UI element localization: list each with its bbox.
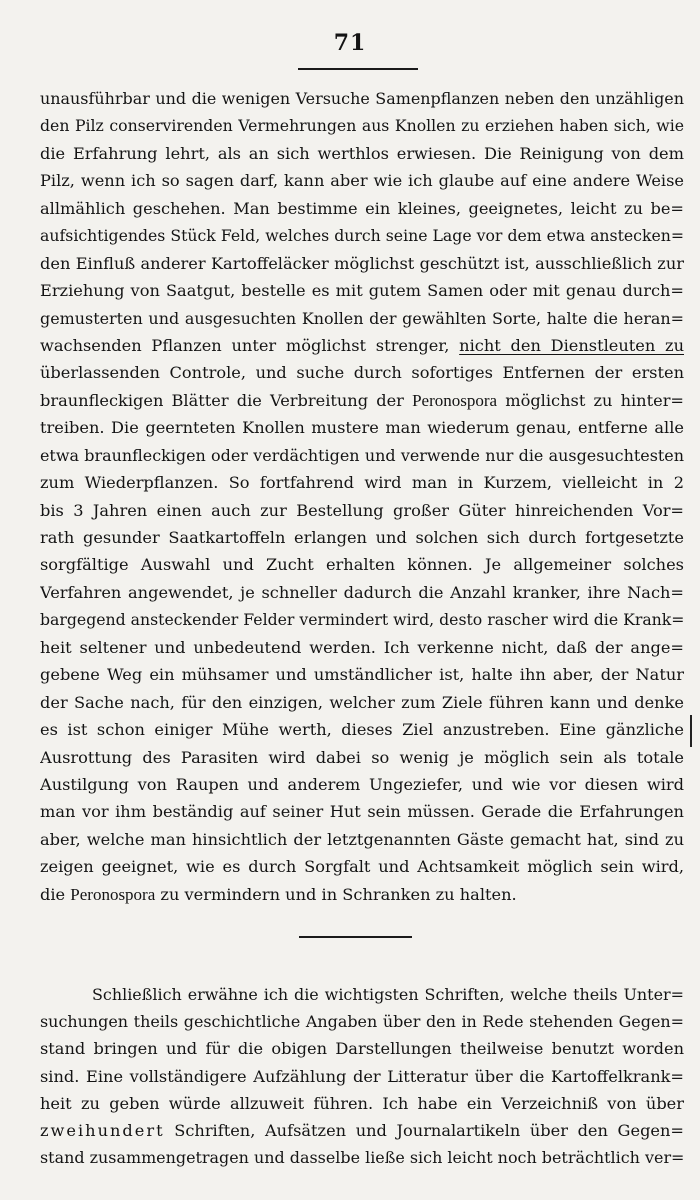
text-line: gebene Weg ein mühsamer und umständlicher ist, halte ihn aber, der Natur	[40, 665, 684, 685]
text-line: den Pilz conservirenden Vermehrungen aus Knollen zu erziehen haben sich, wie	[40, 116, 684, 136]
text-line: sind. Eine vollständigere Aufzählung der Litteratur über die Kartoffelkrank=	[40, 1066, 684, 1086]
text-line: Ausrottung des Parasiten wird dabei so wenig je möglich sein als totale	[40, 747, 684, 767]
term-peronospora: Peronospora	[70, 884, 156, 904]
term-peronospora: Peronospora	[412, 390, 498, 410]
paragraph-2	[40, 981, 684, 1171]
line-text: die	[40, 884, 66, 904]
text-line: suchungen theils geschichtliche Angaben über den in Rede stehenden Gegen=	[40, 1012, 684, 1032]
paragraph-1	[40, 85, 684, 908]
text-line	[40, 332, 684, 359]
text-line	[40, 387, 684, 414]
text-line: treiben. Die geernteten Knollen mustere man wiederum genau, entferne alle	[40, 418, 684, 438]
page-number: 71	[333, 30, 367, 56]
text-line: Verfahren angewendet, je schneller dadurch die Anzahl kranker, ihre Nach=	[40, 582, 684, 602]
text-line: etwa braunfleckigen oder verdächtigen und verwende nur die ausgesuchtesten	[40, 445, 684, 465]
text-line: überlassenden Controle, und suche durch sofortiges Entfernen der ersten	[40, 363, 684, 383]
text-line: bis 3 Jahren einen auch zur Bestellung großer Güter hinreichenden Vor=	[40, 500, 684, 520]
line-text: Schriften, Aufsätzen und Journalartikeln über den Gegen=	[174, 1120, 684, 1140]
line-text: braunfleckigen Blätter die Verbreitung der	[40, 390, 404, 410]
underlined-phrase: nicht den Dienstleuten zu	[459, 335, 684, 355]
text-line: heit seltener und unbedeutend werden. Ich verkenne nicht, daß der ange=	[40, 637, 684, 657]
line-text: möglichst zu hinter=	[505, 390, 684, 410]
spaced-word: zweihundert	[40, 1120, 165, 1140]
line-text: es ist schon einiger Mühe werth, dieses Ziel anzustreben.	[40, 720, 550, 740]
text-line: die Erfahrung lehrt, als an sich werthlos erwiesen. Die Reinigung von dem	[40, 143, 684, 163]
line-text: Eine gänzliche	[559, 720, 684, 740]
text-line: stand zusammengetragen und dasselbe ließe sich leicht noch beträchtlich ver=	[40, 1148, 684, 1168]
text-line: gemusterten und ausgesuchten Knollen der gewählten Sorte, halte die heran=	[40, 308, 684, 328]
text-line: zeigen geeignet, wie es durch Sorgfalt und Achtsamkeit möglich sein wird,	[40, 857, 684, 877]
text-line: Erziehung von Saatgut, bestelle es mit gutem Samen oder mit genau durch=	[40, 281, 684, 301]
text-line	[40, 1117, 684, 1144]
text-line	[40, 881, 684, 908]
text-line: rath gesunder Saatkartoffeln erlangen und solchen sich durch fortgesetzte	[40, 528, 684, 547]
text-line: stand bringen und für die obigen Darstellungen theilweise benutzt worden	[40, 1039, 684, 1059]
text-line: aber, welche man hinsichtlich der letztgenannten Gäste gemacht hat, sind zu	[40, 829, 684, 849]
text-line: allmählich geschehen. Man bestimme ein kleines, geeignetes, leicht zu be=	[40, 198, 684, 218]
text-line: der Sache nach, für den einzigen, welcher zum Ziele führen kann und denke	[40, 692, 684, 712]
text-line: heit zu geben würde allzuweit führen. Ich habe ein Verzeichniß von über	[40, 1093, 684, 1113]
line-text: wachsenden Pflanzen unter möglichst strenger,	[40, 335, 450, 355]
text-line: sorgfältige Auswahl und Zucht erhalten können. Je allgemeiner solches	[40, 555, 684, 575]
margin-mark	[690, 715, 692, 747]
line-text: zu vermindern und in Schranken zu halten.	[160, 884, 517, 904]
header-rule	[298, 68, 418, 70]
text-line: aufsichtigendes Stück Feld, welches durch seine Lage vor dem etwa anstecken=	[40, 226, 684, 246]
text-line: Austilgung von Raupen und anderem Ungeziefer, und wie vor diesen wird	[40, 774, 684, 794]
text-line: bargegend ansteckender Felder vermindert wird, desto rascher wird die Krank=	[40, 610, 684, 630]
text-line: man vor ihm beständig auf seiner Hut sein müssen. Gerade die Erfahrungen	[40, 802, 684, 822]
text-line: zum Wiederpflanzen. So fortfahrend wird man in Kurzem, vielleicht in 2	[40, 473, 684, 493]
text-line: Pilz, wenn ich so sagen darf, kann aber wie ich glaube auf eine andere Weise	[40, 171, 684, 191]
text-line: unausführbar und die wenigen Versuche Samenpflanzen neben den unzähligen	[40, 89, 684, 108]
text-line	[40, 716, 684, 743]
text-line: den Einfluß anderer Kartoffeläcker möglichst geschützt ist, ausschließlich zur	[40, 253, 684, 273]
section-divider	[299, 936, 412, 938]
text-line: Schließlich erwähne ich die wichtigsten Schriften, welche theils Unter=	[92, 985, 684, 1004]
